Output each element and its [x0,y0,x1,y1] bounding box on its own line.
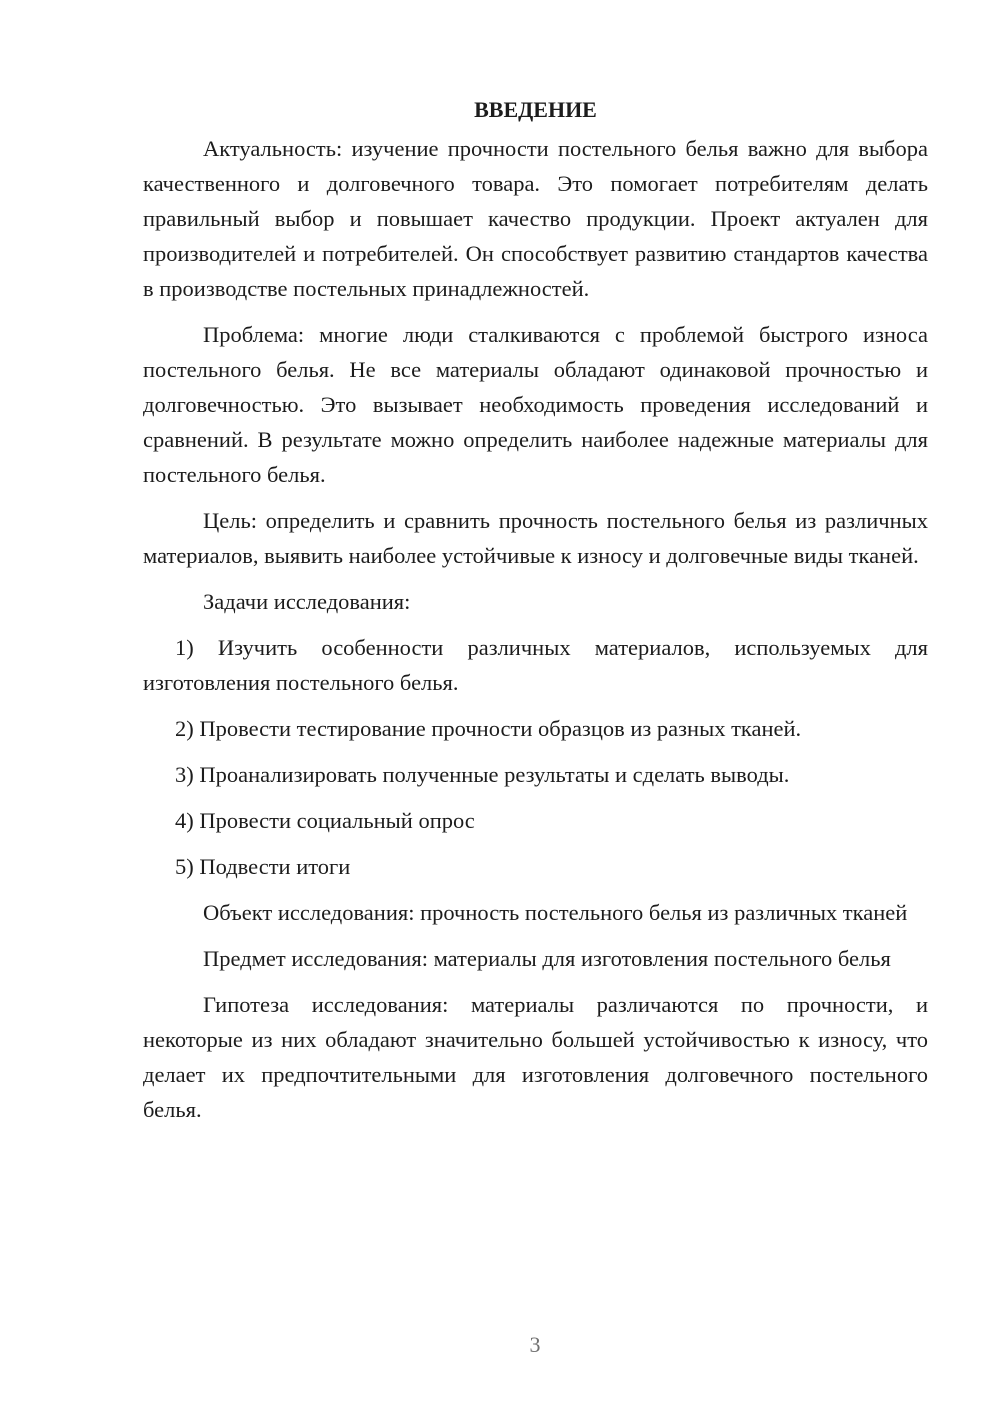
page-title: ВВЕДЕНИЕ [474,97,597,122]
object-paragraph: Объект исследования: прочность постельного белья из различных тканей [203,900,908,925]
task-item-3: 3) Проанализировать полученные результаты и сделать выводы. [175,762,790,787]
task-item-2: 2) Провести тестирование прочности образцов из разных тканей. [175,716,802,741]
subject-paragraph: Предмет исследования: материалы для изготовления постельного белья [203,946,891,971]
goal-paragraph: Цель: определить и сравнить прочность постельного белья из различных материалов, выявить наиболее устойчивые к износу и долговечные виды тканей. [143,508,928,568]
hypothesis-paragraph: Гипотеза исследования: материалы различаются по прочности, и некоторые из них обладают значительно большей устойчивостью к износу, что делает их предпочтительными для изготовления долговечного постельного белья. [143,992,928,1122]
task-item-5: 5) Подвести итоги [175,854,351,879]
problem-paragraph: Проблема: многие люди сталкиваются с проблемой быстрого износа постельного белья. Не все материалы обладают одинаковой прочностью и долговечностью. Это вызывает необходимость проведения исследований и сравнений. В результате можно определить наиболее надежные материалы для постельного белья. [143,322,928,487]
document-page [143,92,928,1138]
task-item-4: 4) Провести социальный опрос [175,808,475,833]
relevance-paragraph: Актуальность: изучение прочности постельного белья важно для выбора качественного и долговечного товара. Это помогает потребителям делать правильный выбор и повышает качество продукции. Проект актуален для производителей и потребителей. Он способствует развитию стандартов качества в производстве постельных принадлежностей. [143,136,928,301]
page-number: 3 [529,1332,541,1357]
task-item-1: 1) Изучить особенности различных материалов, используемых для изготовления постельного белья. [143,635,928,695]
tasks-heading: Задачи исследования: [203,589,411,614]
